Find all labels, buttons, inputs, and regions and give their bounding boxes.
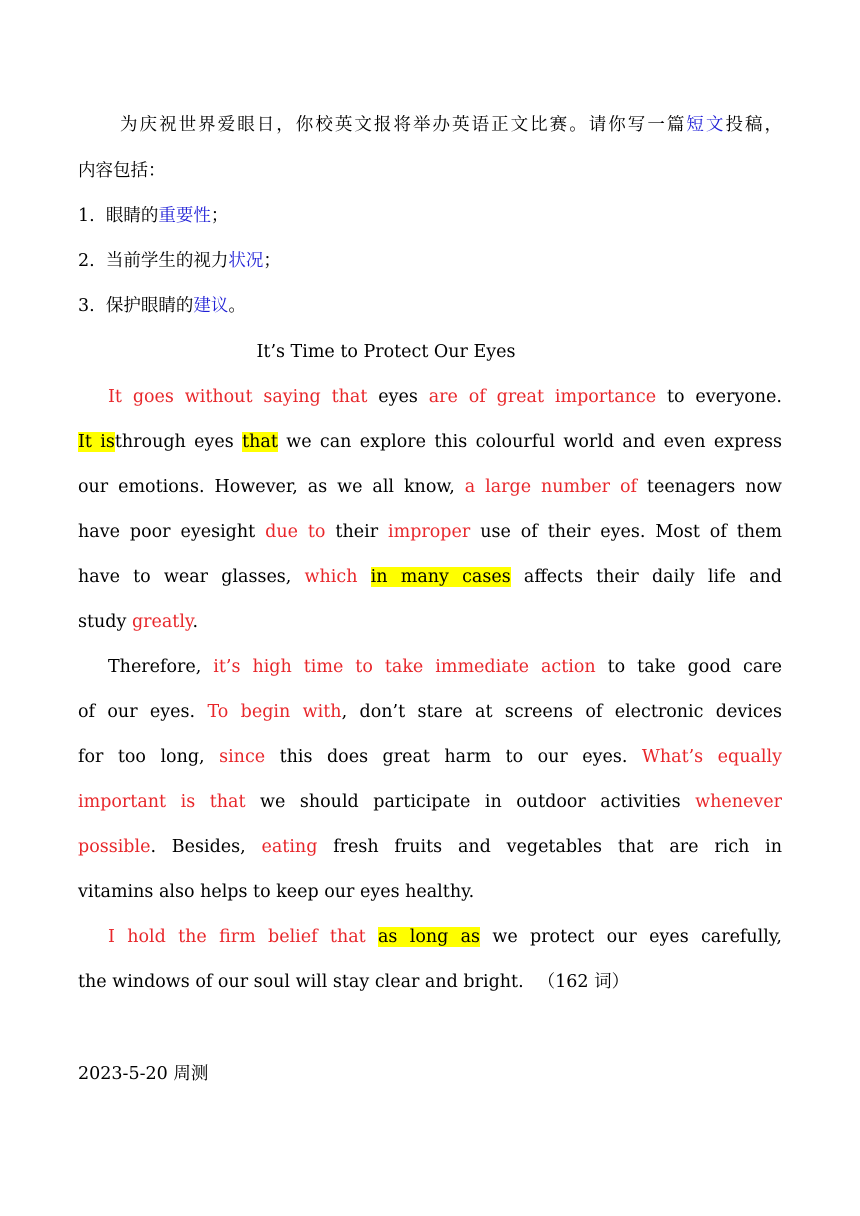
- essay-title: It’s Time to Protect Our Eyes: [256, 342, 516, 362]
- text: , don’t stare at screens of electronic devices: [341, 702, 782, 722]
- phrase: What’s equally: [641, 747, 782, 767]
- essay-p1-line4: [78, 516, 782, 548]
- essay-p1-line5: [78, 561, 782, 593]
- phrase: It goes without saying that: [108, 387, 368, 407]
- phrase: whenever: [695, 792, 782, 812]
- essay-p1-line2: [78, 426, 782, 458]
- text: [366, 927, 378, 947]
- prompt-item-3: [78, 290, 782, 322]
- phrase: I hold the firm belief that: [108, 927, 366, 947]
- essay-p2-line3: [78, 741, 782, 773]
- phrase: are of great importance: [428, 387, 657, 407]
- item-text: 眼睛的: [105, 206, 159, 226]
- phrase: since: [219, 747, 266, 767]
- item-keyword: 建议: [193, 296, 229, 316]
- text: to take good care: [595, 657, 782, 677]
- text: their: [325, 522, 389, 542]
- item-punct: ；: [263, 251, 281, 271]
- prompt-item-2: [78, 245, 782, 277]
- item-number: 3.: [78, 296, 95, 316]
- essay-p3-line2: [78, 966, 782, 998]
- highlight: in many cases: [370, 567, 511, 587]
- text: .: [192, 612, 199, 632]
- essay-p2-line5: [78, 831, 782, 863]
- text: have to wear glasses,: [78, 567, 305, 587]
- essay-p3-line1: [78, 921, 782, 953]
- prompt-intro-line1: [78, 109, 782, 141]
- essay-p2-line2: [78, 696, 782, 728]
- text: [357, 567, 370, 587]
- text: the windows of our soul will stay clear and bright.: [78, 972, 524, 992]
- highlight: as long as: [378, 927, 481, 947]
- text: through eyes: [114, 432, 243, 452]
- text: to everyone.: [656, 387, 782, 407]
- phrase: it’s high time to take immediate action: [213, 657, 596, 677]
- item-punct: 。: [228, 296, 246, 316]
- text: we should participate in outdoor activities: [245, 792, 696, 812]
- text: we protect our eyes carefully,: [480, 927, 782, 947]
- phrase: To begin with: [207, 702, 342, 722]
- prompt-intro-keyword: 短文: [686, 115, 726, 135]
- text: of our eyes.: [78, 702, 208, 722]
- text: teenagers now: [637, 477, 782, 497]
- item-text: 当前学生的视力: [105, 251, 229, 271]
- text: Therefore,: [108, 657, 214, 677]
- item-text: 保护眼睛的: [105, 296, 194, 316]
- essay-p2-line6: [78, 876, 782, 908]
- phrase: important is that: [78, 792, 246, 812]
- footer-date: 2023-5-20 周测: [78, 1064, 209, 1084]
- item-keyword: 重要性: [158, 206, 211, 226]
- phrase: greatly: [131, 612, 193, 632]
- essay-p1-line1: [78, 381, 782, 413]
- phrase: a large number of: [464, 477, 637, 497]
- text: vitamins also helps to keep our eyes healthy.: [78, 882, 475, 902]
- word-count: （162 词）: [537, 972, 630, 992]
- text: for too long,: [78, 747, 220, 767]
- highlight: It is: [78, 432, 115, 452]
- highlight: that: [242, 432, 278, 452]
- text: our emotions. However, as we all know,: [78, 477, 465, 497]
- text: affects their daily life and: [510, 567, 782, 587]
- essay-p2-line1: [78, 651, 782, 683]
- prompt-item-1: [78, 200, 782, 232]
- phrase: eating: [261, 837, 318, 857]
- prompt-intro-end: 投稿，: [725, 115, 783, 135]
- text: study: [78, 612, 132, 632]
- item-punct: ；: [210, 206, 229, 226]
- text: fresh fruits and vegetables that are rich in: [317, 837, 783, 857]
- item-keyword: 状况: [228, 251, 264, 271]
- text: . Besides,: [150, 837, 262, 857]
- phrase: due to: [265, 522, 326, 542]
- prompt-intro-text: 为庆祝世界爱眼日，你校英文报将举办英语正文比赛。请你写一篇: [118, 115, 687, 135]
- essay-p1-line3: [78, 471, 782, 503]
- prompt-intro-line2: 内容包括：: [78, 161, 166, 181]
- text: have poor eyesight: [78, 522, 266, 542]
- phrase: improper: [388, 522, 471, 542]
- text: eyes: [367, 387, 429, 407]
- item-number: 1.: [78, 206, 95, 226]
- text: we can explore this colourful world and even express: [277, 432, 782, 452]
- phrase: which: [304, 567, 358, 587]
- phrase: possible: [78, 837, 151, 857]
- item-number: 2.: [78, 251, 95, 271]
- text: this does great harm to our eyes.: [265, 747, 642, 767]
- essay-p1-line6: [78, 606, 782, 638]
- text: use of their eyes. Most of them: [470, 522, 783, 542]
- essay-p2-line4: [78, 786, 782, 818]
